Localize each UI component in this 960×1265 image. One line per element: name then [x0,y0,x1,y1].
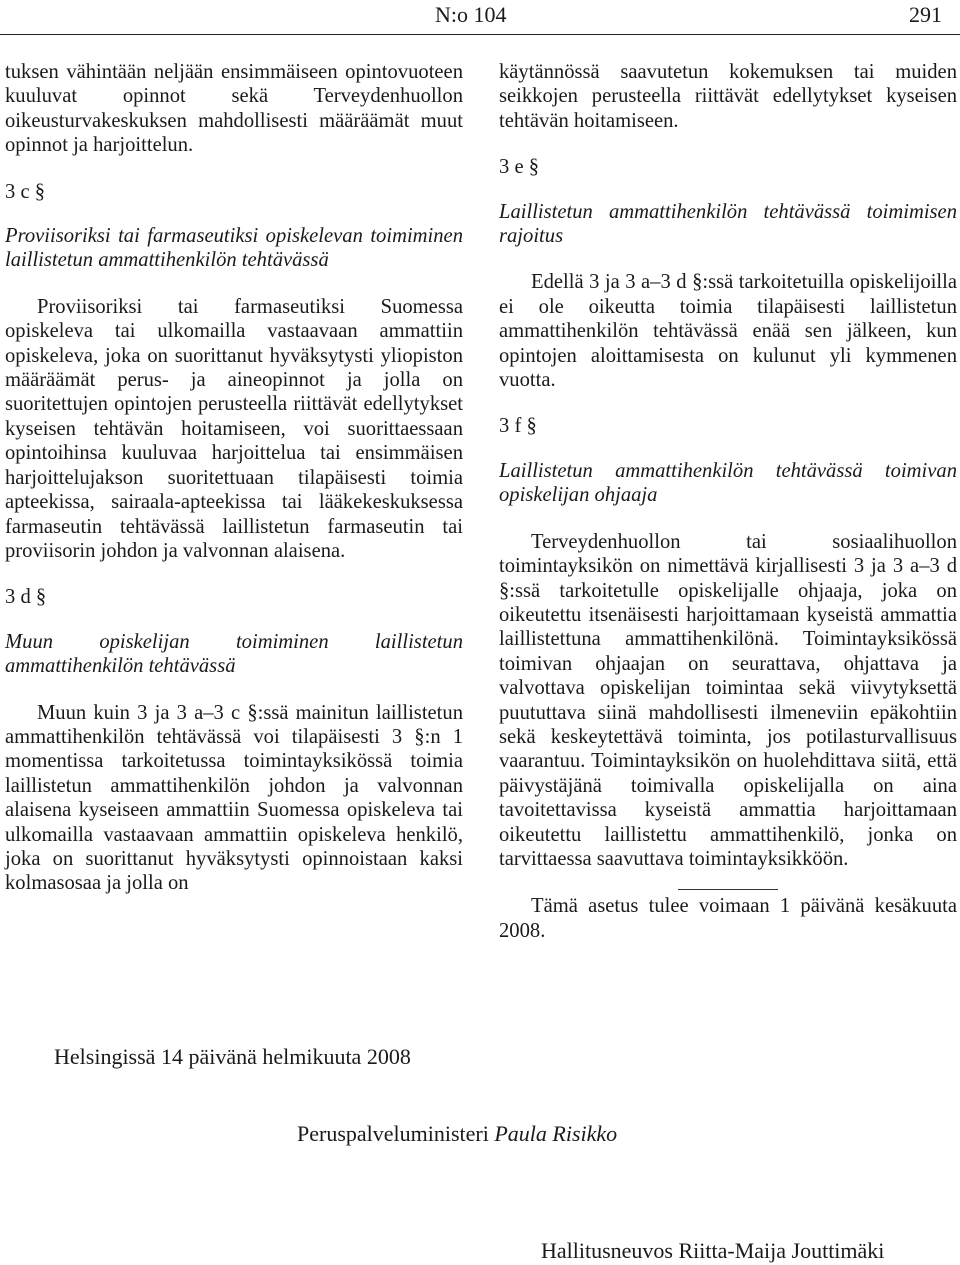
issue-number: N:o 104 [435,2,507,27]
section-number-3d: 3 d § [5,586,47,609]
closing-rule [678,889,778,890]
section-body-3e: Edellä 3 ja 3 a–3 d §:ssä tarkoitetuilla opiskelijoilla ei ole oikeutta toimia tilapäisesti laillistetun ammattihenkilön tehtävässä enää sen jälkeen, kun opintojen aloittamisesta on kulunut yli kymmenen vuotta. [499,271,957,392]
minister-name: Paula Risikko [494,1121,618,1146]
section-body-3f: Terveydenhuollon tai sosiaalihuollon toimintayksikön on nimettävä kirjallisesti 3 ja 3 a–3 d §:ssä tarkoitetulle opiskelijalle ohjaaja, joka on oikeutettu itsenäisesti harjoittamaan kyseistä ammattia laillistettuna ammattihenkilönä. Toimintayksikössä toimivan ohjaajan on seurattava, ohjattava ja valvottava opiskelijan toimintaa sekä viivytyksettä puututtava siinä mahdollisesti ilmeneviin epäkohtiin sekä keskeytettävä toiminta, jos potilasturvallisuus vaarantuu. Toimintayksikön on huolehdittava siitä, että päivystäjänä toimivalla opiskelijalla on aina tavoitettavissa kyseistä ammattia harjoittamaan oikeutettu laillistettu ammattihenkilö, jonka on tarvittaessa saavuttava toimintayksikköön. [499,530,957,870]
counsellor-signature: Hallitusneuvos Riitta-Maija Jouttimäki [541,1238,885,1263]
section-title-3f: Laillistetun ammattihenkilön tehtävässä toimivan opiskelijan ohjaaja [499,459,957,507]
page-number: 291 [909,2,942,27]
section-title-3e: Laillistetun ammattihenkilön tehtävässä toimimisen rajoitus [499,200,957,248]
place-and-date: Helsingissä 14 päivänä helmikuuta 2008 [54,1044,411,1069]
section-number-3e: 3 e § [499,156,540,179]
entry-into-force: Tämä asetus tulee voimaan 1 päivänä kesäkuuta 2008. [499,895,957,942]
section-title-3c: Proviisoriksi tai farmaseutiksi opiskelevan toimiminen laillistetun ammattihenkilön tehtävässä [5,225,463,272]
right-column [499,60,957,943]
left-column [5,60,463,896]
continued-paragraph: tuksen vähintään neljään ensimmäiseen opintovuoteen kuuluvat opinnot sekä Terveydenhuollon oikeusturvakeskuksen mahdollisesti määräämät muut opinnot ja harjoittelun. [5,61,463,157]
minister-signature [297,1121,617,1147]
section-body-3d: Muun kuin 3 ja 3 a–3 c §:ssä mainitun laillistetun ammattihenkilön tehtävässä voi tilapäisesti 3 §:n 1 momentissa tarkoitetussa toimintayksikössä toimia laillistetun ammattihenkilön johdon ja valvonnan alaisena kyseiseen ammattiin Suomessa opiskeleva tai ulkomailla vastaavaan ammattiin opiskeleva henkilö, joka on suorittanut hyväksytysti opinnoistaan kaksi kolmasosaa ja jolla on [5,701,463,895]
section-number-3f: 3 f § [499,415,537,438]
section-number-3c: 3 c § [5,180,46,203]
continued-paragraph-right: käytännössä saavutetun kokemuksen tai muiden seikkojen perusteella riittävät edellytykset kyseisen tehtävän hoitamiseen. [499,61,957,132]
header-rule [0,34,960,35]
section-body-3c: Proviisoriksi tai farmaseutiksi Suomessa opiskeleva tai ulkomailla vastaavaan ammattiin opiskeleva, joka on suorittanut hyväksytysti yliopiston määräämät perus- ja aineopinnot ja jolla on suoritettujen opintojen perusteella riittävät edellytykset kyseisen tehtävän hoitamiseen, voi suorittaessaan opintoihinsa kuuluvaa harjoittelua tai ensimmäisen harjoittelujakson suoritettuaan tilapäisesti toimia apteekissa, sairaala-apteekissa tai lääkekeskuksessa farmaseutin tehtävässä laillistetun farmaseutin tai proviisorin johdon ja valvonnan alaisena. [5,295,463,562]
minister-title: Peruspalveluministeri [297,1121,489,1146]
section-title-3d: Muun opiskelijan toimiminen laillistetun ammattihenkilön tehtävässä [5,630,463,678]
